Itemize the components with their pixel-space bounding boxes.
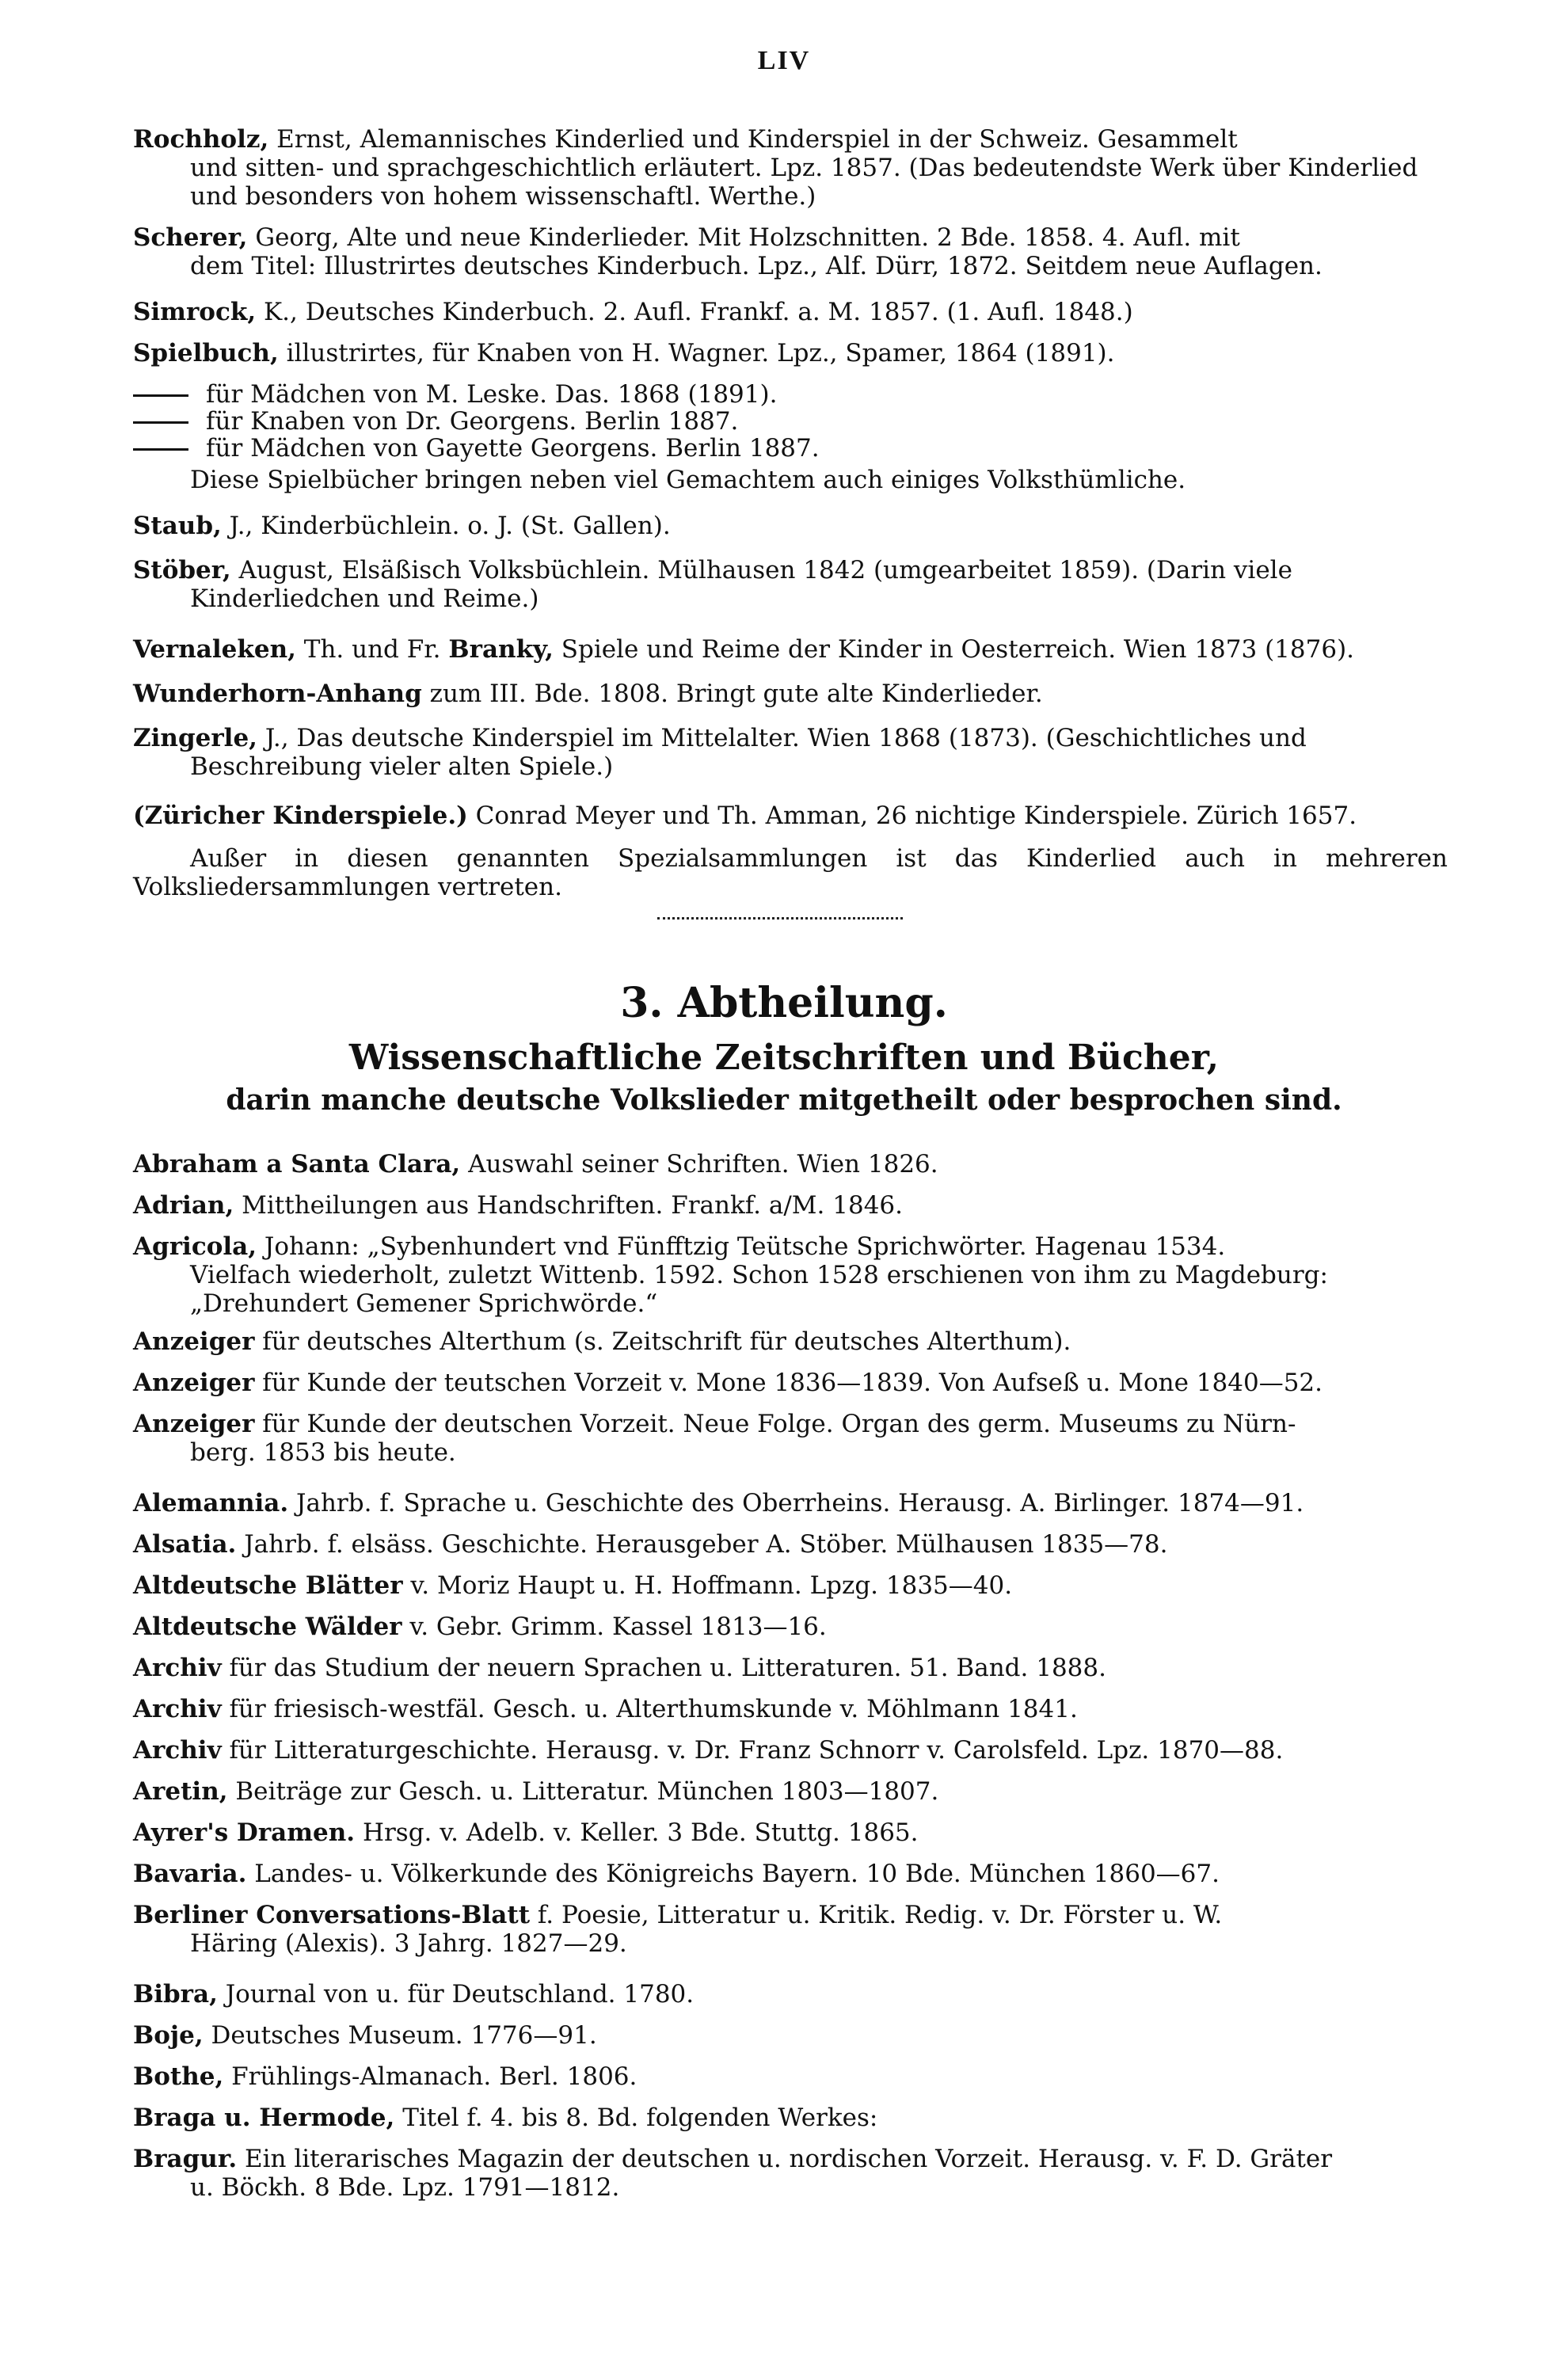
subentry-text: für Mädchen von M. Leske. Das. 1868 (1891). xyxy=(206,380,778,409)
entry-head: Altdeutsche Blätter xyxy=(133,1571,403,1600)
entry-continuation: und besonders von hohem wissenschaftl. Werthe.) xyxy=(190,182,816,211)
bib-entry xyxy=(133,1980,1448,2009)
bib-entry xyxy=(133,1777,1448,1806)
bib-entry-vernaleken xyxy=(133,635,1448,664)
entry-head: Zingerle, xyxy=(133,724,257,752)
entry-head: Simrock, xyxy=(133,298,257,326)
entry-text-2: Spiele und Reime der Kinder in Oesterreich. Wien 1873 (1876). xyxy=(561,635,1355,664)
entry-head: Anzeiger xyxy=(133,1327,255,1356)
bib-entry xyxy=(133,1613,1448,1641)
bib-entry xyxy=(133,2062,1448,2091)
entry-continuation: Häring (Alexis). 3 Jahrg. 1827—29. xyxy=(190,1929,627,1958)
bib-entry xyxy=(133,1571,1448,1600)
bib-entry xyxy=(133,1489,1448,1517)
entry-head: Wunderhorn-Anhang xyxy=(133,680,422,708)
entry-head: Adrian, xyxy=(133,1191,234,1220)
entry-head: Scherer, xyxy=(133,223,248,252)
entry-continuation: berg. 1853 bis heute. xyxy=(190,1438,456,1467)
subentry-text: für Mädchen von Gayette Georgens. Berlin 1887. xyxy=(206,434,820,463)
ditto-dash xyxy=(133,421,188,424)
entry-text: J., Das deutsche Kinderspiel im Mittelalter. Wien 1868 (1873). (Geschichtliches und xyxy=(265,724,1307,752)
entry-head: Ayrer's Dramen. xyxy=(133,1818,356,1847)
entry-head: Archiv xyxy=(133,1654,222,1682)
entry-text: Conrad Meyer und Th. Amman, 26 nichtige Kinderspiele. Zürich 1657. xyxy=(475,802,1357,830)
entry-head: Archiv xyxy=(133,1695,222,1723)
entry-head: Altdeutsche Wälder xyxy=(133,1613,402,1641)
entry-continuation: dem Titel: Illustrirtes deutsches Kinderbuch. Lpz., Alf. Dürr, 1872. Seitdem neue Auflagen. xyxy=(190,252,1323,280)
section-number: 3. Abtheilung. xyxy=(620,979,948,1027)
entry-continuation: Kinderliedchen und Reime.) xyxy=(190,584,539,613)
subentry-text: für Knaben von Dr. Georgens. Berlin 1887. xyxy=(206,407,739,436)
section-divider xyxy=(657,917,903,920)
entry-text: Jahrb. f. Sprache u. Geschichte des Oberrheins. Herausg. A. Birlinger. 1874—91. xyxy=(296,1489,1304,1517)
bib-entry-zuericher xyxy=(133,802,1448,830)
bib-entry xyxy=(133,1232,1448,1318)
bib-entry xyxy=(133,1530,1448,1559)
bib-entry xyxy=(133,1654,1448,1682)
entry-head: Archiv xyxy=(133,1736,222,1765)
entry-text: für Kunde der teutschen Vorzeit v. Mone 1836—1839. Von Aufseß u. Mone 1840—52. xyxy=(262,1369,1323,1397)
entry-text: Auswahl seiner Schriften. Wien 1826. xyxy=(468,1150,938,1178)
bib-entry xyxy=(133,1736,1448,1765)
bib-entry-zingerle xyxy=(133,724,1448,781)
section-title: Wissenschaftliche Zeitschriften und Bücher, xyxy=(348,1038,1220,1078)
entry-text: Th. und Fr. xyxy=(303,635,441,664)
bib-entry xyxy=(133,1150,1448,1178)
entry-text: Titel f. 4. bis 8. Bd. folgenden Werkes: xyxy=(402,2104,878,2132)
entry-continuation: „Drehundert Gemener Sprichwörde.“ xyxy=(190,1289,658,1318)
entry-head: Berliner Conversations-Blatt xyxy=(133,1901,531,1929)
entry-text: v. Gebr. Grimm. Kassel 1813—16. xyxy=(409,1613,827,1641)
entry-continuation: und sitten- und sprachgeschichtlich erläutert. Lpz. 1857. (Das bedeutendste Werk über Kinderlied xyxy=(190,154,1418,182)
entry-text: illustrirtes, für Knaben von H. Wagner. Lpz., Spamer, 1864 (1891). xyxy=(286,339,1115,367)
entry-text: für Litteraturgeschichte. Herausg. v. Dr. Franz Schnorr v. Carolsfeld. Lpz. 1870—88. xyxy=(229,1736,1284,1765)
entry-head: Boje, xyxy=(133,2021,204,2050)
entry-head: (Züricher Kinderspiele.) xyxy=(133,802,468,830)
entry-head: Bavaria. xyxy=(133,1860,247,1888)
entry-head: Braga u. Hermode, xyxy=(133,2104,395,2132)
bib-entry-staub xyxy=(133,512,1448,540)
bib-note: Diese Spielbücher bringen neben viel Gemachtem auch einiges Volksthümliche. xyxy=(190,466,1186,494)
entry-head: Stöber, xyxy=(133,556,231,584)
entry-head: Spielbuch, xyxy=(133,339,279,367)
bib-entry xyxy=(133,1410,1448,1467)
ditto-dash xyxy=(133,394,188,397)
closing-paragraph: Außer in diesen genannten Spezialsammlungen ist das Kinderlied auch in mehreren Volksliedersammlungen vertreten. xyxy=(133,844,1448,901)
bib-subentry xyxy=(133,407,1448,436)
entry-text: K., Deutsches Kinderbuch. 2. Aufl. Frankf. a. M. 1857. (1. Aufl. 1848.) xyxy=(263,298,1133,326)
bib-entry xyxy=(133,1369,1448,1397)
bib-entry xyxy=(133,2145,1448,2202)
bib-entry xyxy=(133,1860,1448,1888)
bib-entry xyxy=(133,1901,1448,1958)
entry-head: Bragur. xyxy=(133,2145,238,2173)
entry-head: Staub, xyxy=(133,512,222,540)
entry-text: für das Studium der neuern Sprachen u. Litteraturen. 51. Band. 1888. xyxy=(229,1654,1106,1682)
bib-subentry xyxy=(133,434,1448,463)
bib-entry xyxy=(133,1191,1448,1220)
entry-head: Bothe, xyxy=(133,2062,224,2091)
bib-entry xyxy=(133,1327,1448,1356)
bib-entry-spielbuch xyxy=(133,339,1448,367)
bib-entry xyxy=(133,2104,1448,2132)
entry-head: Rochholz, xyxy=(133,125,269,154)
entry-text: zum III. Bde. 1808. Bringt gute alte Kinderlieder. xyxy=(429,680,1043,708)
bib-subentry xyxy=(133,380,1448,409)
entry-text: Hrsg. v. Adelb. v. Keller. 3 Bde. Stuttg. 1865. xyxy=(362,1818,919,1847)
ditto-dash xyxy=(133,448,188,451)
entry-text: für deutsches Alterthum (s. Zeitschrift für deutsches Alterthum). xyxy=(262,1327,1071,1356)
entry-text: f. Poesie, Litteratur u. Kritik. Redig. v. Dr. Förster u. W. xyxy=(537,1901,1223,1929)
entry-text: Ernst, Alemannisches Kinderlied und Kinderspiel in der Schweiz. Gesammelt xyxy=(276,125,1238,154)
entry-text: Deutsches Museum. 1776—91. xyxy=(211,2021,597,2050)
entry-continuation: u. Böckh. 8 Bde. Lpz. 1791—1812. xyxy=(190,2173,620,2202)
entry-text: Jahrb. f. elsäss. Geschichte. Herausgeber A. Stöber. Mülhausen 1835—78. xyxy=(244,1530,1168,1559)
entry-text: Journal von u. für Deutschland. 1780. xyxy=(225,1980,695,2009)
entry-head: Anzeiger xyxy=(133,1369,255,1397)
entry-head: Alemannia. xyxy=(133,1489,289,1517)
bib-entry xyxy=(133,1695,1448,1723)
entry-text: für friesisch-westfäl. Gesch. u. Alterthumskunde v. Möhlmann 1841. xyxy=(229,1695,1078,1723)
entry-head: Agricola, xyxy=(133,1232,257,1261)
entry-head: Vernaleken, xyxy=(133,635,296,664)
entry-text: Georg, Alte und neue Kinderlieder. Mit Holzschnitten. 2 Bde. 1858. 4. Aufl. mit xyxy=(255,223,1240,252)
page-number: LIV xyxy=(757,46,811,75)
entry-head: Aretin, xyxy=(133,1777,228,1806)
entry-head-2: Branky, xyxy=(448,635,554,664)
entry-head: Alsatia. xyxy=(133,1530,237,1559)
entry-continuation: Beschreibung vieler alten Spiele.) xyxy=(190,752,614,781)
bib-entry xyxy=(133,2021,1448,2050)
entry-text: J., Kinderbüchlein. o. J. (St. Gallen). xyxy=(229,512,671,540)
entry-text: Johann: „Sybenhundert vnd Fünfftzig Teütsche Sprichwörter. Hagenau 1534. xyxy=(264,1232,1226,1261)
entry-head: Abraham a Santa Clara, xyxy=(133,1150,461,1178)
entry-text: für Kunde der deutschen Vorzeit. Neue Folge. Organ des germ. Museums zu Nürn- xyxy=(262,1410,1296,1438)
entry-text: Frühlings-Almanach. Berl. 1806. xyxy=(231,2062,637,2091)
bib-entry-stoeber xyxy=(133,556,1448,613)
bib-entry xyxy=(133,1818,1448,1847)
section-subtitle: darin manche deutsche Volkslieder mitgetheilt oder besprochen sind. xyxy=(226,1083,1342,1117)
entry-continuation: Vielfach wiederholt, zuletzt Wittenb. 1592. Schon 1528 erschienen von ihm zu Magdeburg: xyxy=(190,1261,1328,1289)
bib-entry-wunderhorn xyxy=(133,680,1448,708)
entry-text: Mittheilungen aus Handschriften. Frankf. a/M. 1846. xyxy=(242,1191,903,1220)
bib-entry-simrock xyxy=(133,298,1448,326)
entry-text: Beiträge zur Gesch. u. Litteratur. München 1803—1807. xyxy=(235,1777,939,1806)
entry-head: Bibra, xyxy=(133,1980,218,2009)
entry-text: Landes- u. Völkerkunde des Königreichs Bayern. 10 Bde. München 1860—67. xyxy=(254,1860,1220,1888)
entry-text: Ein literarisches Magazin der deutschen u. nordischen Vorzeit. Herausg. v. F. D. Gräter xyxy=(244,2145,1333,2173)
entry-text: August, Elsäßisch Volksbüchlein. Mülhausen 1842 (umgearbeitet 1859). (Darin viele xyxy=(238,556,1292,584)
bib-entry-rochholz xyxy=(133,125,1448,211)
entry-text: v. Moriz Haupt u. H. Hoffmann. Lpzg. 1835—40. xyxy=(410,1571,1013,1600)
entry-head: Anzeiger xyxy=(133,1410,255,1438)
bib-entry-scherer xyxy=(133,223,1448,280)
